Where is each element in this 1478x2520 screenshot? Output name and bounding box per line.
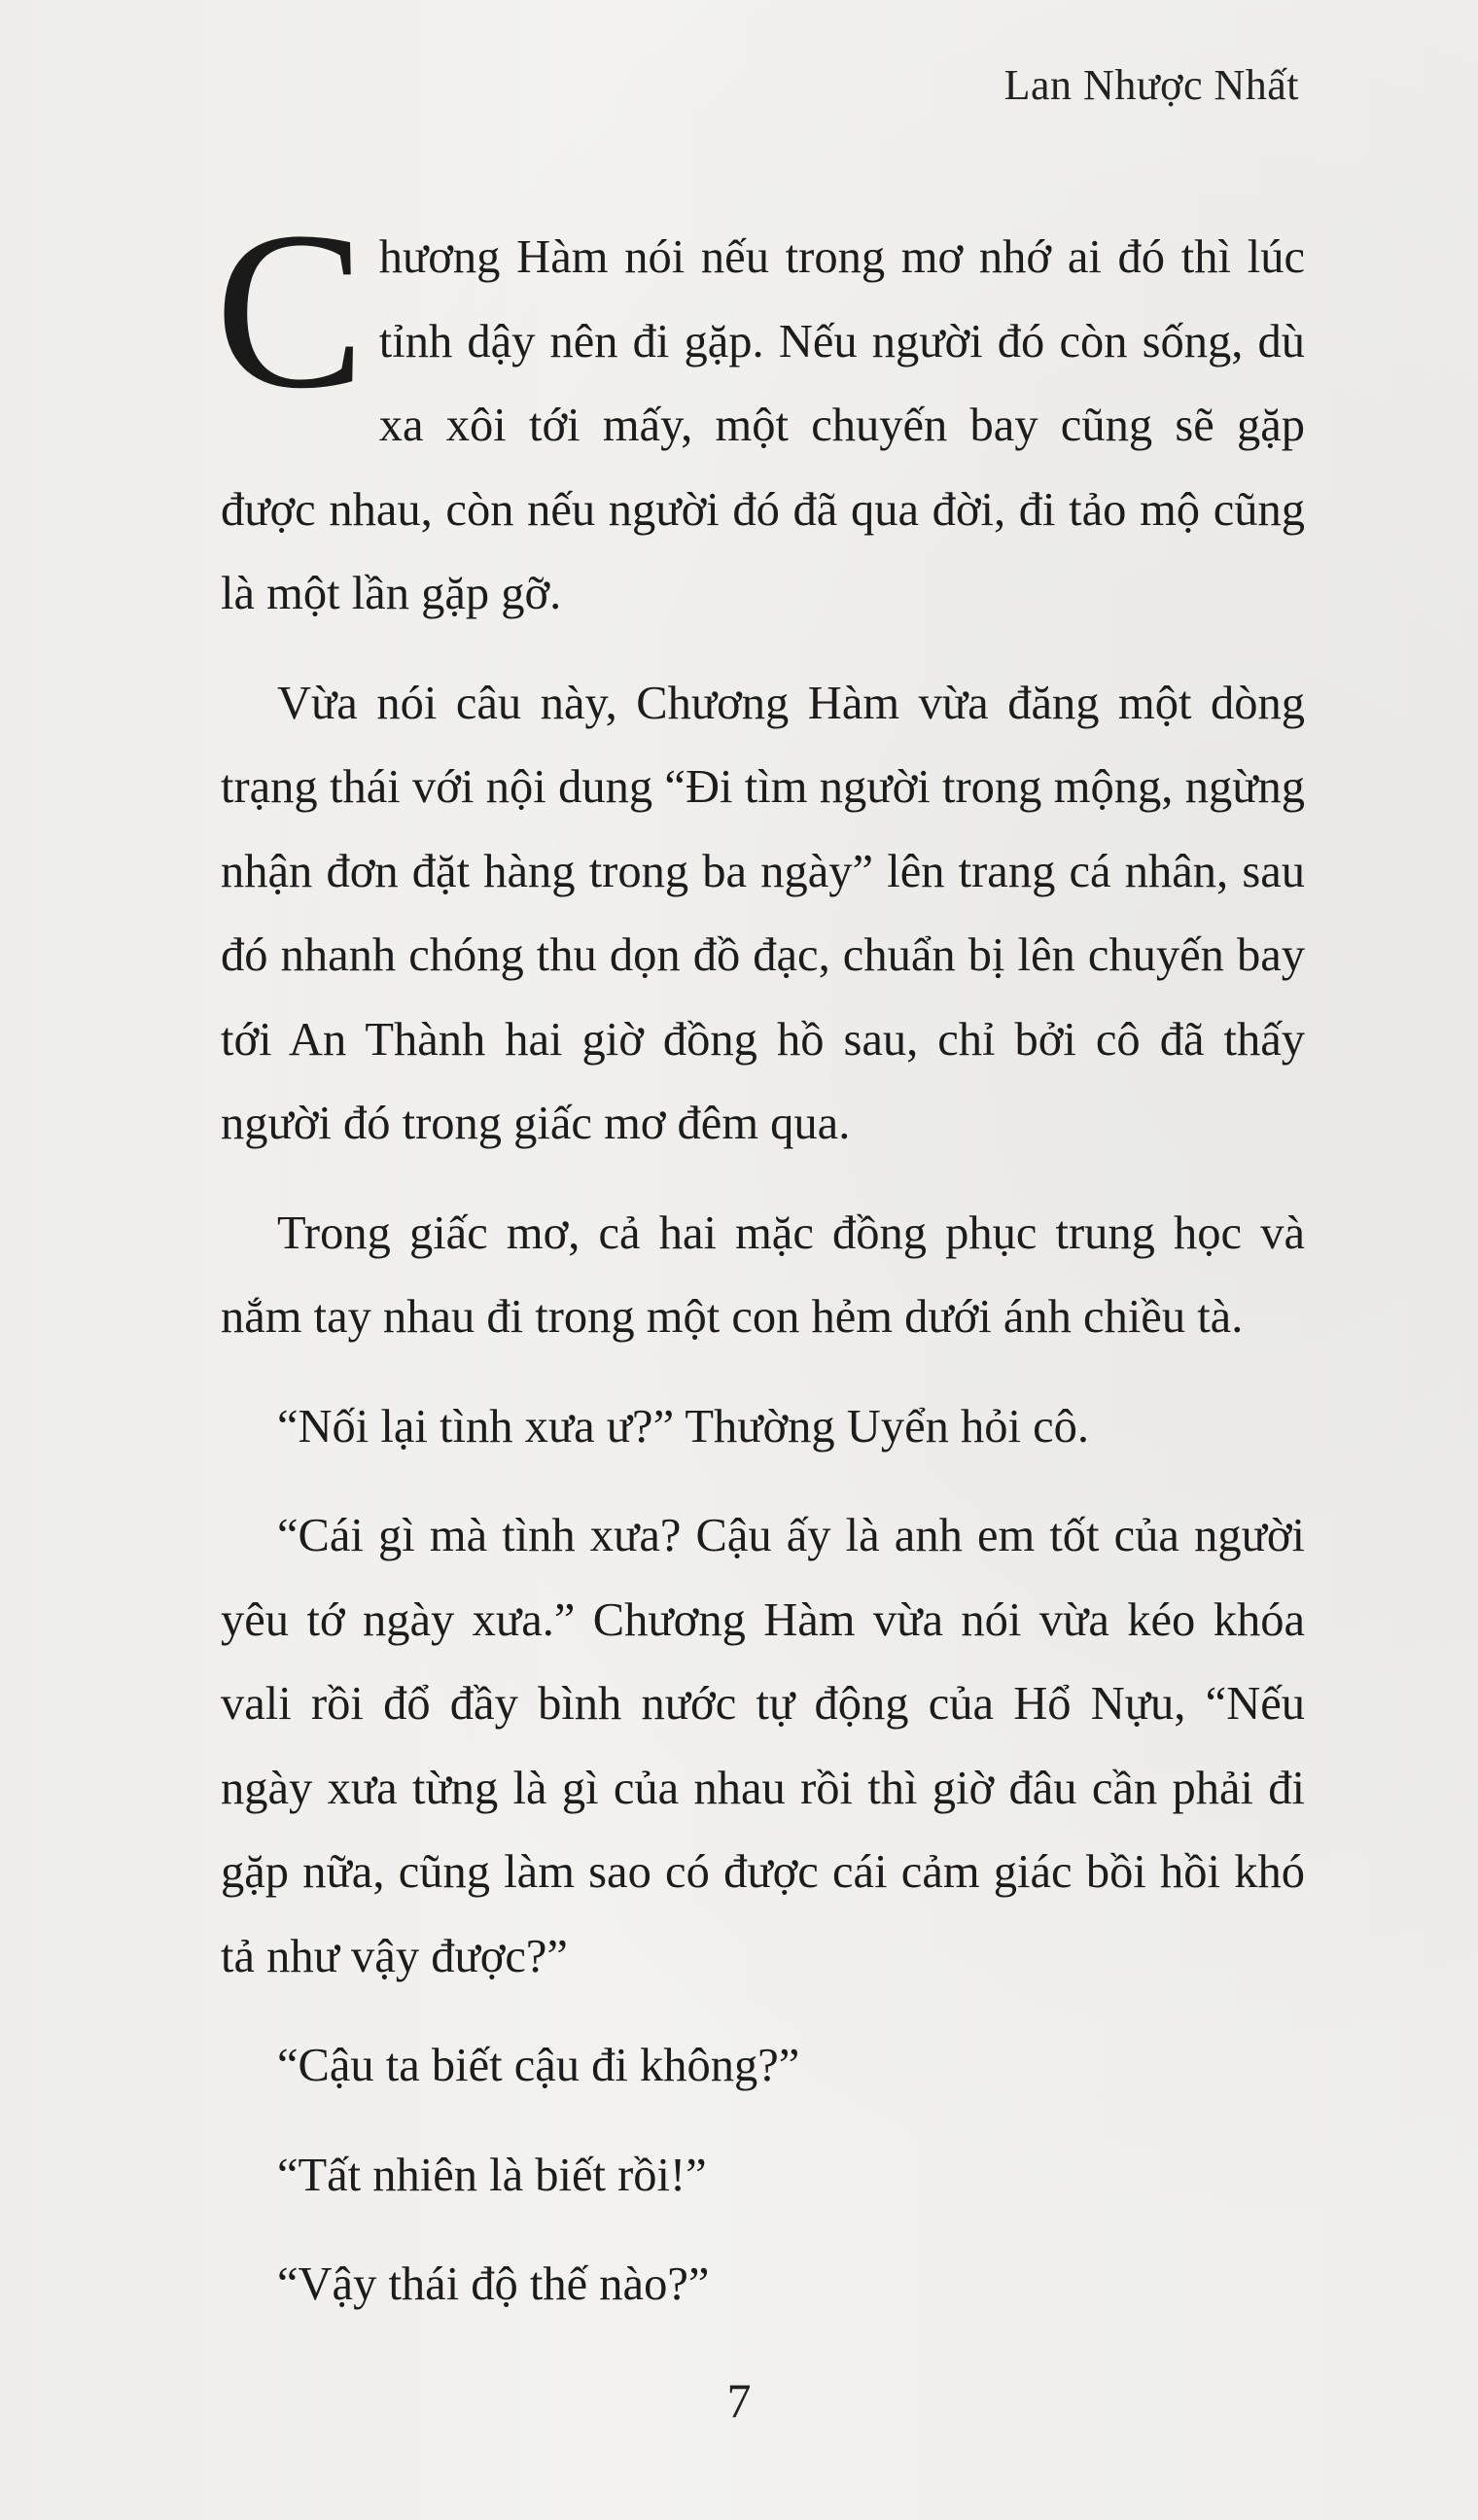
running-head: Lan Nhược Nhất <box>1003 61 1299 109</box>
paragraph-6: “Cậu ta biết cậu đi không?” <box>277 2040 800 2091</box>
paragraph-1 <box>215 186 1305 637</box>
paragraph-5: “Cái gì mà tình xưa? Cậu ấy là anh em tốt của người yêu tớ ngày xưa.” Chương Hàm vừa nói vừa kéo khóa vali rồi đổ đầy bình nước tự động của Hổ Nựu, “Nếu ngày xưa từng là gì của nhau rồi thì giờ đâu cần phải đi gặp nữa, cũng làm sao có được cái cảm giác bồi hồi khó tả như vậy được?” <box>221 1510 1305 1982</box>
paragraph-7: “Tất nhiên là biết rồi!” <box>277 2149 707 2201</box>
body-text <box>215 186 1305 2328</box>
paragraph-1-text: hương Hàm nói nếu trong mơ nhớ ai đó thì lúc tỉnh dậy nên đi gặp. Nếu người đó còn sống, dù xa xôi tới mấy, một chuyến bay cũng sẽ gặp được nhau, còn nếu người đó đã qua đời, đi tảo mộ cũng là một lần gặp gỡ. <box>221 231 1305 619</box>
paragraph-4: “Nối lại tình xưa ư?” Thường Uyển hỏi cô. <box>277 1400 1089 1452</box>
paragraph-2: Vừa nói câu này, Chương Hàm vừa đăng một dòng trạng thái với nội dung “Đi tìm người trong mộng, ngừng nhận đơn đặt hàng trong ba ngày” lên trang cá nhân, sau đó nhanh chóng thu dọn đồ đạc, chuẩn bị lên chuyến bay tới An Thành hai giờ đồng hồ sau, chỉ bởi cô đã thấy người đó trong giấc mơ đêm qua. <box>221 677 1305 1149</box>
page-number: 7 <box>726 2373 752 2428</box>
paragraph-8: “Vậy thái độ thế nào?” <box>277 2258 710 2310</box>
drop-cap: C <box>215 186 366 436</box>
paragraph-3: Trong giấc mơ, cả hai mặc đồng phục trung học và nắm tay nhau đi trong một con hẻm dưới ánh chiều tà. <box>221 1207 1305 1343</box>
